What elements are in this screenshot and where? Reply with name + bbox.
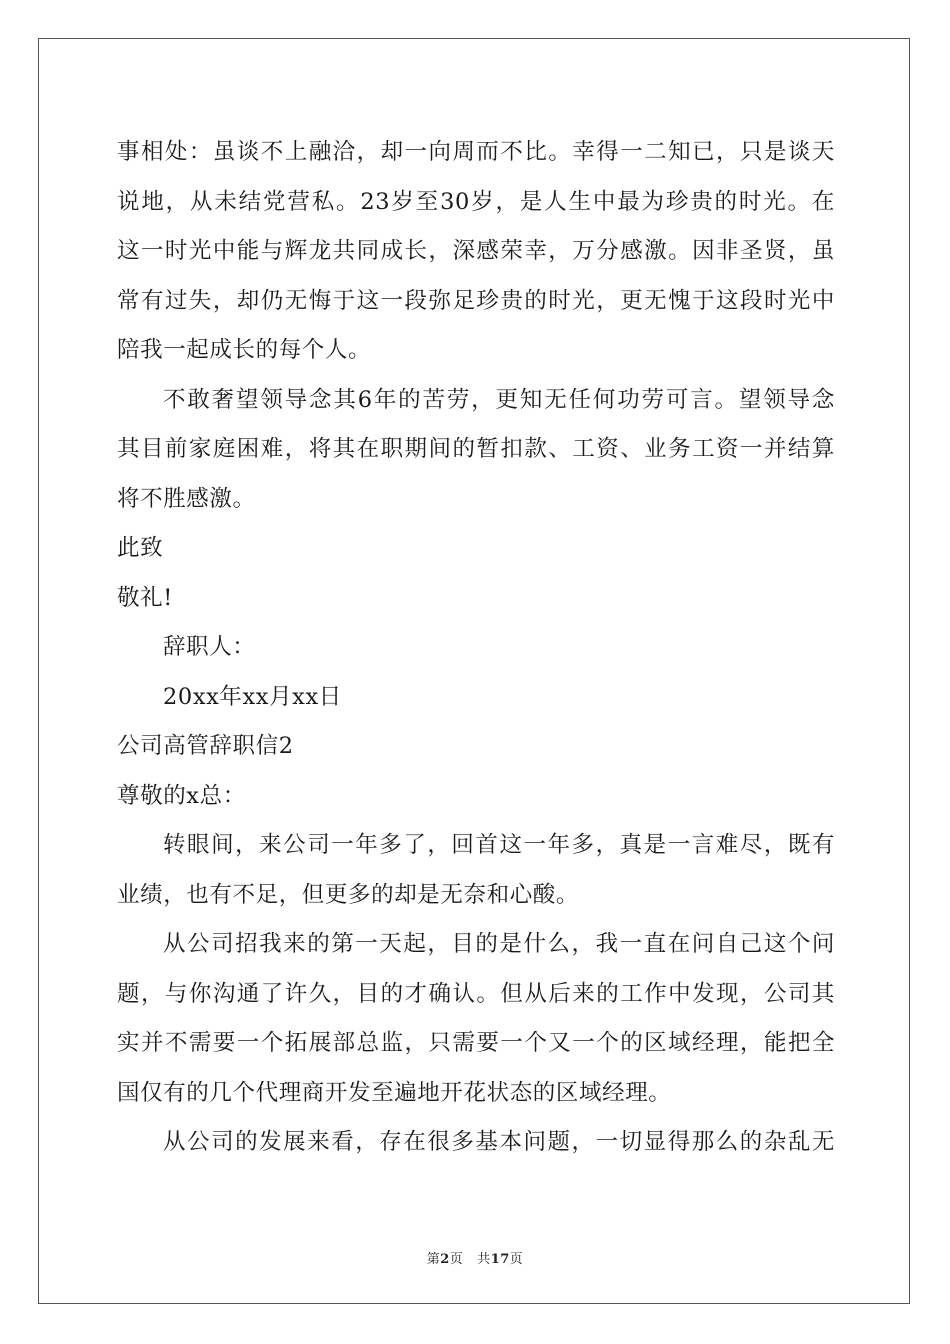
paragraph-line: 实并不需要一个拓展部总监，只需要一个又一个的区域经理，能把全 [117,1030,835,1056]
paragraph-line: 国仅有的几个代理商开发至遍地开花状态的区域经理。 [117,1079,672,1106]
page-footer [0,1248,950,1267]
paragraph-line: 其目前家庭困难，将其在职期间的暂扣款、工资、业务工资一并结算 [117,436,835,462]
paragraph-line: 常有过失，却仍无悔于这一段弥足珍贵的时光，更无愧于这段时光中 [117,287,835,314]
closing-salutation: 此致 [117,535,164,561]
paragraph-line: 从公司招我来的第一天起，目的是什么，我一直在问自己这个问 [163,931,835,957]
page-suffix: 页 [449,1252,464,1267]
total-prefix: 共 [477,1252,491,1267]
document-body [117,128,835,1168]
letter-title: 公司高管辞职信2 [117,733,294,759]
page-number: 2 [440,1252,450,1267]
paragraph-line: 从公司的发展来看，存在很多基本问题，一切显得那么的杂乱无 [163,1129,835,1155]
paragraph-line: 陪我一起成长的每个人。 [117,337,372,363]
letter-greeting: 尊敬的x总： [117,782,246,809]
paragraph-line: 说地，从未结党营私。23岁至30岁，是人生中最为珍贵的时光。在 [117,188,835,215]
page-prefix: 第 [426,1252,441,1267]
paragraph-line: 业绩，也有不足，但更多的却是无奈和心酸。 [117,881,580,908]
total-pages: 17 [490,1252,510,1267]
total-suffix: 页 [509,1252,524,1267]
paragraph-line: 题，与你沟通了许久，目的才确认。但从后来的工作中发现，公司其 [117,980,835,1007]
date-line: 20xx年xx月xx日 [163,683,342,710]
paragraph-line: 这一时光中能与辉龙共同成长，深感荣幸，万分感激。因非圣贤，虽 [117,238,835,264]
paragraph-line: 不敢奢望领导念其6年的苦劳，更知无任何功劳可言。望领导念 [163,386,835,413]
paragraph-line: 事相处：虽谈不上融洽，却一向周而不比。幸得一二知已，只是谈天 [117,139,835,165]
signature-label: 辞职人： [163,634,256,660]
paragraph-line: 将不胜感激。 [117,485,256,512]
closing-regards: 敬礼! [117,584,173,611]
paragraph-line: 转眼间，来公司一年多了，回首这一年多，真是一言难尽，既有 [163,832,835,858]
